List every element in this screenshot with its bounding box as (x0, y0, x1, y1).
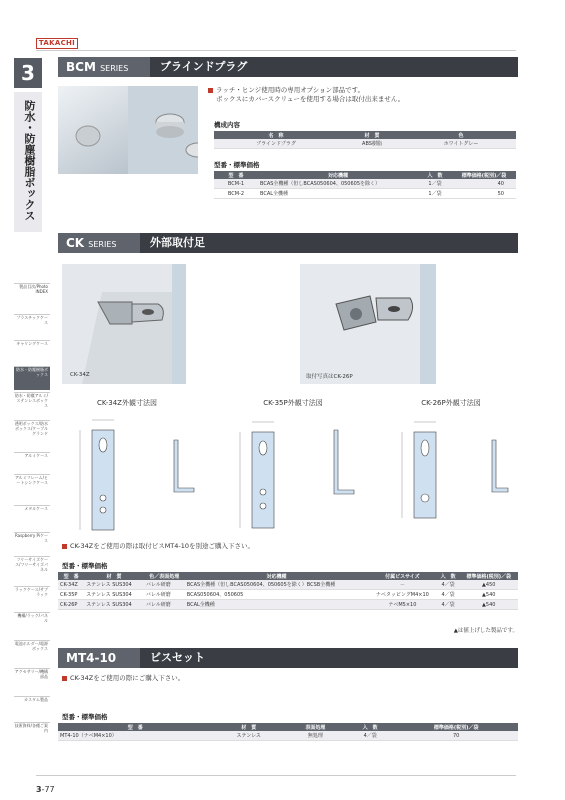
side-nav-item[interactable]: 防水・防塵アルミ/ステンレスボックス (14, 392, 50, 418)
ck-price-table (58, 572, 518, 610)
bcm-series-label: BCM SERIES (66, 60, 129, 74)
table-cell: ステンレス SUS304 (84, 600, 144, 610)
ck34z-photo-illustration (62, 264, 186, 384)
table-row (214, 189, 516, 199)
bcm-product-photo (58, 86, 198, 174)
col-header: 材 質 (213, 723, 285, 731)
table-cell: BCAS050604、050605 (185, 590, 368, 600)
bullet-square-icon (62, 676, 67, 681)
table-cell: BCAS全機種（但しBCAS050604、050605を除く） (258, 179, 418, 189)
table-cell: BCAL全機種 (185, 600, 368, 610)
dimension-drawings (62, 410, 518, 538)
col-header: 付属ビスサイズ (368, 572, 437, 580)
ck26p-photo-caption: 取付写真はCK-26P (306, 374, 353, 380)
ck34z-drawing-title: CK-34Z外観寸法図 (97, 399, 157, 407)
table-cell: ▲540 (460, 600, 519, 610)
bcm-section-title: ブラインドプラグ (150, 57, 518, 77)
ck34z-photo-caption: CK-34Z (70, 372, 90, 378)
table-header-row (58, 572, 518, 580)
chapter-title-box (14, 92, 42, 232)
side-nav-item[interactable]: 透明ボックス/防水ボックス/ケーブルグランド (14, 420, 50, 450)
col-header: 型 番 (58, 572, 84, 580)
table-row (214, 139, 516, 149)
table-cell: ナベM5×10 (368, 600, 437, 610)
col-header: 入 数 (346, 723, 394, 731)
bcm-composition-heading: 構成内容 (214, 121, 240, 129)
col-header: 色 (406, 131, 516, 139)
col-header: 標準価格(税別)／袋 (460, 572, 519, 580)
bcm-section-header (58, 57, 518, 77)
mt-price-table (58, 723, 518, 741)
col-header: 材 質 (84, 572, 144, 580)
footer-rule (36, 775, 516, 776)
table-cell: MT4-10（ナベM4×10） (58, 731, 213, 741)
side-nav-item[interactable]: 防水・防塵樹脂ボックス (14, 366, 50, 390)
mt-section-header (58, 648, 518, 668)
table-cell: ブラインドプラグ (214, 139, 338, 149)
table-cell: 1／袋 (418, 179, 452, 189)
col-header: 型 番 (58, 723, 213, 731)
bcm-photo-illustration (58, 86, 198, 174)
side-nav-item[interactable]: 技術資料/各種ご案内 (14, 722, 50, 746)
page-number: 3-77 (36, 785, 55, 794)
table-cell: BCM-2 (214, 189, 258, 199)
col-header: 対応機種 (258, 171, 418, 179)
table-row (58, 590, 518, 600)
col-header: 表面処理 (285, 723, 346, 731)
side-nav-item[interactable]: プラスチックケース (14, 314, 50, 338)
table-cell: BCAL全機種 (258, 189, 418, 199)
mt-section-title: ビスセット (140, 648, 518, 668)
table-cell: バレル研磨 (144, 580, 185, 590)
table-header-row (58, 723, 518, 731)
table-row (58, 580, 518, 590)
bcm-desc-line-1: ラッチ・ヒンジ使用時の専用オプション部品です。 (216, 86, 365, 94)
side-nav-item[interactable]: アルミフレーム/ヒートシンクケース (14, 474, 50, 503)
chapter-number: 3 (14, 58, 42, 88)
ck35p-side-view (334, 430, 354, 494)
header-rule (36, 50, 516, 51)
table-cell: ホワイトグレー (406, 139, 516, 149)
ck-footnote: ▲は値上げした製品です。 (453, 628, 518, 634)
bullet-square-icon (208, 88, 213, 93)
col-header: 入 数 (437, 572, 460, 580)
bcm-composition-table (214, 131, 516, 149)
col-header: 型 番 (214, 171, 258, 179)
takachi-logo: TAKACHI (36, 38, 78, 49)
table-cell: ナベタッピングM4×10 (368, 590, 437, 600)
table-cell: 4／袋 (346, 731, 394, 741)
table-cell: 50 (452, 189, 516, 199)
col-header: 対応機種 (185, 572, 368, 580)
bcm-price-table (214, 171, 516, 199)
table-cell: 70 (394, 731, 518, 741)
ck26p-photo-illustration (300, 264, 436, 384)
table-cell: CK-34Z (58, 580, 84, 590)
table-cell: 4／袋 (437, 600, 460, 610)
ck-section-title: 外部取付足 (140, 233, 518, 253)
ck26p-drawing-title: CK-26P外観寸法図 (421, 399, 481, 407)
table-cell: ▲540 (460, 590, 519, 600)
side-nav-item[interactable]: キャリングケース (14, 340, 50, 364)
table-cell: バレル研磨 (144, 600, 185, 610)
ck-price-heading: 型番・標準価格 (62, 562, 108, 570)
table-cell: 1／袋 (418, 189, 452, 199)
col-header: 材 質 (338, 131, 406, 139)
ck35p-drawing-title: CK-35P外観寸法図 (263, 399, 323, 407)
table-row (58, 600, 518, 610)
col-header: 標準価格(税別)／袋 (452, 171, 516, 179)
table-cell: BCAS全機種（但しBCAS050604、050605を除く）BCSB全機種 (185, 580, 368, 590)
table-cell: バレル研磨 (144, 590, 185, 600)
table-cell: 無処理 (285, 731, 346, 741)
col-header: 入 数 (418, 171, 452, 179)
table-cell: CK-26P (58, 600, 84, 610)
side-nav-item[interactable]: アルミケース (14, 452, 50, 472)
bullet-square-icon (62, 544, 67, 549)
bcm-price-heading: 型番・標準価格 (214, 161, 260, 169)
ck-section-header (58, 233, 518, 253)
bcm-desc-line-2: ボックスにカバースクリューを使用する場合は取付出来ません。 (216, 95, 405, 103)
col-header: 名 称 (214, 131, 338, 139)
table-cell: CK-35P (58, 590, 84, 600)
side-nav-item[interactable]: Raspberry Piケース (14, 532, 50, 554)
table-cell: 4／袋 (437, 580, 460, 590)
side-nav-item[interactable]: 機構/ラック/パネル (14, 612, 50, 638)
chapter-title: 防水・防塵樹脂ボックス (23, 100, 36, 221)
mt-price-heading: 型番・標準価格 (62, 713, 108, 721)
side-nav-item[interactable]: 製品目次/Photo INDEX (14, 283, 50, 312)
col-header: 標準価格(税別)／袋 (394, 723, 518, 731)
col-header: 色／表面処理 (144, 572, 185, 580)
ck26p-side-view (492, 440, 508, 492)
table-cell: ABS樹脂 (338, 139, 406, 149)
side-nav-item[interactable]: ラックケース/サブラック (14, 586, 50, 610)
ck26p-photo (300, 264, 436, 384)
side-nav-item[interactable]: フリーサイズケース/フリーサイズパネル (14, 556, 50, 584)
table-cell: 40 (452, 179, 516, 189)
ck34z-side-view (174, 440, 194, 492)
table-cell: ステンレス SUS304 (84, 580, 144, 590)
mt-series-label: MT4-10 (66, 651, 117, 665)
side-nav-item[interactable]: カスタム製品 (14, 696, 50, 720)
mt-note: CK-34Zをご使用の際にご購入下さい。 (62, 674, 184, 683)
table-cell: － (368, 580, 437, 590)
table-cell: ステンレス SUS304 (84, 590, 144, 600)
ck-note: CK-34Zをご使用の際は取付ビスMT4-10を別途ご購入下さい。 (62, 542, 254, 551)
side-nav-item[interactable]: 電池ホルダー/電源ボックス (14, 640, 50, 666)
table-cell: ▲450 (460, 580, 519, 590)
table-cell: BCM-1 (214, 179, 258, 189)
table-cell: ステンレス (213, 731, 285, 741)
side-nav-item[interactable]: メタルケース (14, 505, 50, 530)
ck34z-photo (62, 264, 186, 384)
bcm-description (208, 86, 513, 104)
ck-series-label: CK SERIES (66, 236, 117, 250)
table-cell: 4／袋 (437, 590, 460, 600)
table-row (214, 179, 516, 189)
table-row (58, 731, 518, 741)
side-nav-item[interactable]: アクセサリー/機構部品 (14, 668, 50, 694)
